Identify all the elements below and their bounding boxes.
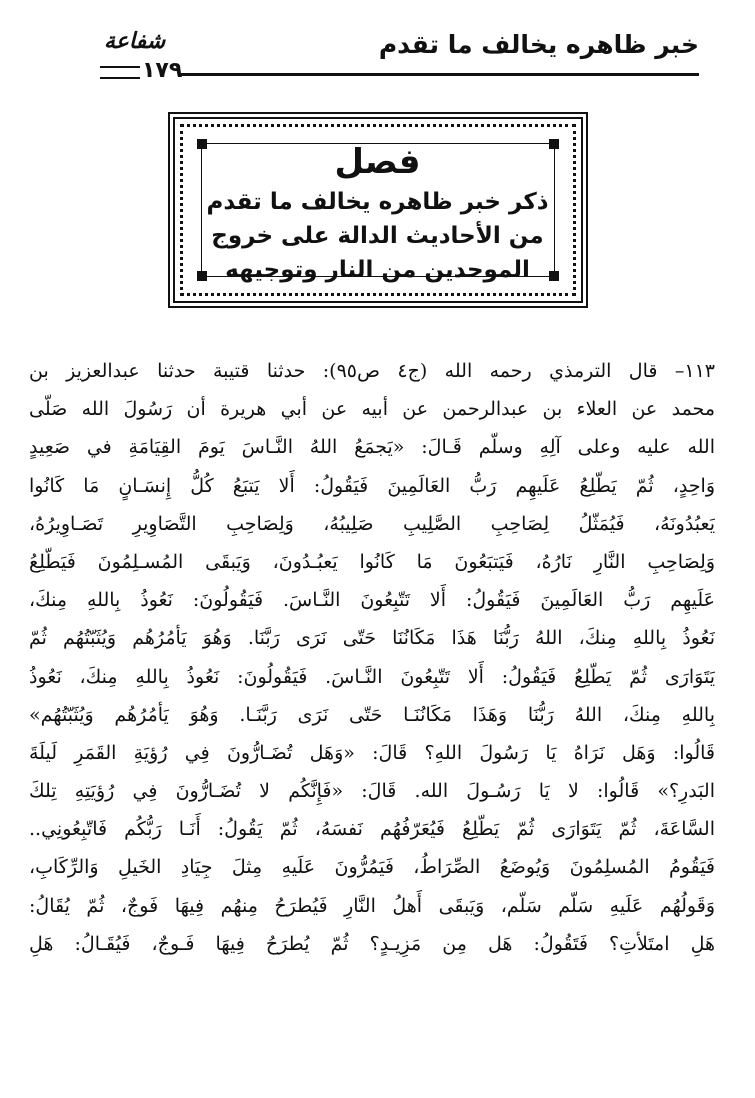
text-line: وَاحِدٍ، ثُمّ يَطّلِعُ عَلَيهِم رَبُّ العَالَمِينَ فَيَقُولُ: أَلا يَتبَعُ كُلُّ إِنسَـانٍ مَا كَانُوا: [29, 474, 715, 497]
page-number: ١٧٩: [142, 58, 183, 83]
page-number-underline: [100, 66, 140, 79]
text-line: فَيَقُومُ المُسلِمُونَ وَيُوضَعُ الصِّرَاطُ، فَيَمُرُّونَ عَلَيهِ مِثلَ جِيَادِ الخَيلِ وَالرِّكَابِ،: [29, 856, 715, 879]
chapter-title-line: الموحدين من النار وتوجيهه: [225, 257, 530, 283]
hadith-text: [29, 352, 715, 963]
chapter-title-line: ذكر خبر ظاهره يخالف ما تقدم: [206, 189, 549, 215]
text-line: السَّاعَةَ، ثُمّ يَتَوَارَى ثُمّ يَطّلِعُ فَيُعَرّفُهُم نَفسَهُ، ثُمّ يَقُولُ: أَنَـا رَبُّكُم فَاتّبِعُونِي..: [29, 818, 715, 841]
running-title: خبر ظاهره يخالف ما تقدم: [378, 30, 699, 59]
text-line: نَعُوذُ بِاللهِ مِنكَ، اللهُ رَبُّنَا هَذَا مَكَانُنَا حَتّى نَرَى رَبَّنَا. وَهُوَ يَأمُرُهُم وَيُثَبّتُهُم ثُمّ: [29, 627, 715, 650]
text-line: يَعبُدُونَهُ، فَيُمَثّلُ لِصَاحِبِ الصَّلِيبِ صَلِيبُهُ، وَلِصَاحِبِ التَّصَاوِيرِ تَصَـاوِيرُهُ،: [29, 512, 715, 535]
chapter-title-line: من الأحاديث الدالة على خروج: [211, 223, 544, 249]
text-line: وَقَولُهُم عَلَيهِ سَلّم سَلّم، وَيَبقَى أَهلُ النَّارِ فَيُطرَحُ مِنهُم فِيهَا فَوجٌ، ثُمّ يُقَالُ:: [29, 894, 715, 917]
text-line: ١١٣– قال الترمذي رحمه الله (ج٤ ص٩٥): حدثنا قتيبة حدثنا عبدالعزيز بن: [29, 360, 715, 382]
text-line: محمد عن العلاء بن عبدالرحمن عن أبيه عن أبي هريرة أن رَسُولَ الله صَلّى: [29, 398, 715, 421]
text-line: عَلَيهِم رَبُّ العَالَمِينَ فَيَقُولُ: أَلا تَتّبِعُونَ النَّـاسَ. فَيَقُولُونَ: نَعُوذُ بِاللهِ مِنكَ،: [29, 589, 715, 612]
text-line: قَالُوا: وَهَل نَرَاهُ يَا رَسُولَ اللهِ؟ قَالَ: «وَهَل تُضَـارُّونَ فِي رُؤيَةِ القَمَرِ لَيلَةَ: [29, 741, 715, 764]
text-line: وَلِصَاحِبِ النَّارِ نَارُهُ، فَيَتبَعُونَ مَا كَانُوا يَعبُـدُونَ، وَيَبقَى المُسـلِمُونَ فَيَطّلِعُ: [29, 550, 715, 573]
text-line: البَدرِ؟» قَالُوا: لا يَا رَسُـولَ الله. قَالَ: «فَإِنَّكُم لا تُضَـارُّونَ فِي رُؤيَتِهِ تِلكَ: [29, 780, 715, 803]
text-line: الله عليه وعلى آلِهِ وسلّم قَـالَ: «يَجمَعُ اللهُ النَّـاسَ يَومَ القِيَامَةِ في صَعِيدٍ: [29, 436, 715, 459]
header-rule: [179, 73, 699, 76]
text-line: بِاللهِ مِنكَ، اللهُ رَبُّنَا وَهَذَا مَكَانُنَـا حَتّى نَرَى رَبَّنَـا. وَهُوَ يَأمُرُهُم وَيُثَبّتُهُم»: [29, 703, 715, 726]
chapter-label: فصل: [334, 142, 421, 182]
text-line: هَلِ امتَلأتِ؟ فَتَقُولُ: هَل مِن مَزِيـدٍ؟ ثُمّ يُطرَحُ فِيهَا فَـوجٌ، فَيُقَـالُ: هَلِ: [29, 932, 715, 955]
signature-mark: شفاعة: [104, 28, 166, 54]
text-line: يَتَوَارَى ثُمّ يَطّلِعُ فَيَقُولُ: أَلا تَتّبِعُونَ النَّـاسَ. فَيَقُولُونَ: نَعُوذُ بِاللهِ مِنكَ، نَعُوذُ: [29, 665, 715, 688]
